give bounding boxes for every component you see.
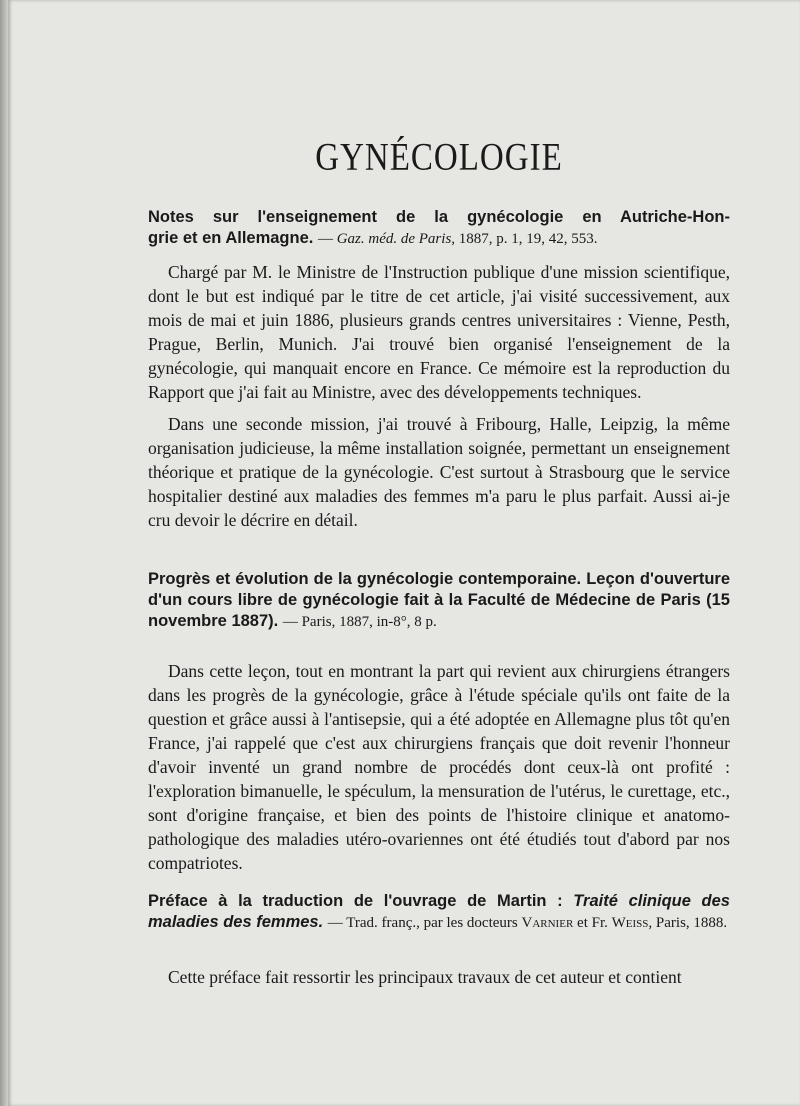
entry-3-citation-lead: — Trad. franç., par les docteurs xyxy=(327,915,518,931)
entry-3-citation xyxy=(328,915,727,931)
entry-1-paragraph-2: Dans une seconde mission, j'ai trouvé à Fribourg, Halle, Leipzig, la même organisation judicieuse, la même installation soignée, permettant un enseignement théorique et pratique de la gynécologie. C'est surtout à Strasbourg que le service hospitalier destiné aux maladies des femmes m'a paru le plus parfait. Aussi ai-je cru devoir le décrire en détail. xyxy=(148,414,730,530)
entry-3-citation-mid: et Fr. xyxy=(577,915,608,931)
entry-1-heading-line-1: Notes sur l'enseignement de la gynécologie en Autriche-Hon- xyxy=(148,208,730,226)
entry-3-citation-end: , Paris, 1888. xyxy=(648,915,728,931)
page-title: GYNÉCOLOGIE xyxy=(315,136,563,180)
entry-3-author-1: Varnier xyxy=(521,915,574,931)
entry-3-heading xyxy=(148,891,730,934)
entry-2-heading xyxy=(148,569,730,633)
entry-2-paragraph-1: Dans cette leçon, tout en montrant la part qui revient aux chirurgiens étrangers dans les progrès de la gynécologie, grâce à l'étude spéciale qu'ils ont faite de la question et grâce aussi à l'antisepsie, qui a été adoptée en Allemagne plus tôt qu'en France, j'ai rappelé que c'est aux chirurgiens français que doit revenir l'honneur d'avoir inventé un grand nombre de procédés dont ceux-là ont profité : l'exploration bimanuelle, le spéculum, la mensuration de l'utérus, le curettage, etc., sont d'origine française, et bien des points de l'histoire clinique et anatomo-pathologique des maladies utéro-ovariennes ont été étudiés tout d'abord par nos compatriotes. xyxy=(148,661,730,873)
entry-1-citation-journal: Gaz. méd. de Paris, xyxy=(336,231,456,247)
entry-2-citation: — Paris, 1887, in-8°, 8 p. xyxy=(282,614,437,630)
page-edge-shadow xyxy=(0,0,8,1106)
entry-1-heading xyxy=(148,207,730,250)
entry-1-citation-rest: 1887, p. 1, 19, 42, 553. xyxy=(458,231,598,247)
entry-1-citation: — Gaz. méd. de Paris, 1887, p. 1, 19, 42, 553. xyxy=(317,231,598,247)
entry-1-paragraph-1: Chargé par M. le Ministre de l'Instruction publique d'une mission scientifique, dont le but est indiqué par le titre de cet article, j'ai visité successivement, aux mois de mai et juin 1886, plusieurs grands centres universitaires : Vienne, Pesth, Prague, Berlin, Munich. J'ai trouvé bien organisé l'enseignement de la gynécologie, qui manquait encore en France. Ce mémoire est la reproduction du Rapport que j'ai fait au Ministre, avec des développements techniques. xyxy=(148,262,730,402)
entry-3-author-2: Weiss xyxy=(611,915,649,931)
entry-3-heading-prefix: Préface à la traduction de l'ouvrage de Martin : xyxy=(148,892,563,910)
entry-3-paragraph-1: Cette préface fait ressortir les principaux travaux de cet auteur et contient xyxy=(168,967,682,987)
entry-2-heading-text: Progrès et évolution de la gynécologie contemporaine. Leçon d'ouverture d'un cours libre de gynécologie fait à la Faculté de Médecine de Paris (15 novembre 1887). xyxy=(148,570,730,630)
entry-3-heading-italic: Traité clinique des maladies des femmes. xyxy=(148,892,730,931)
entry-1-heading-line-2: grie et en Allemagne. xyxy=(148,229,314,247)
